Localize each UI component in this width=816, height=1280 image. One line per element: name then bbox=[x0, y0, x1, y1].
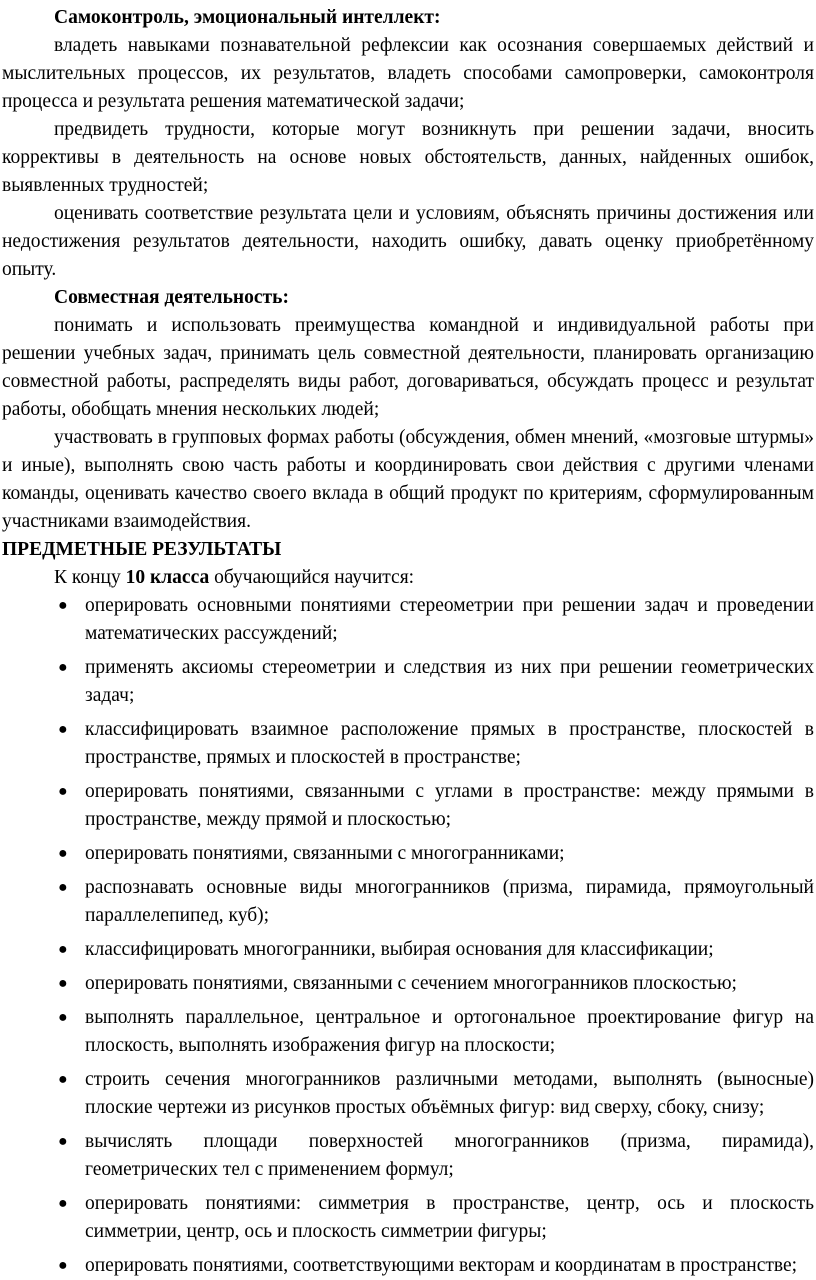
bullet-icon: ● bbox=[58, 975, 68, 992]
list-item bbox=[2, 1190, 814, 1246]
paragraph-group-work: участвовать в групповых формах работы (обсуждения, обмен мнений, «мозговые штурмы» и иные), выполнять свою часть работы и координировать свои действия с другими членами команды, оценивать качество своего вклада в общий продукт по критериям, сформулированным участниками взаимодействия. bbox=[2, 427, 814, 532]
bullet-icon: ● bbox=[58, 721, 68, 738]
intro-prefix: К концу bbox=[54, 567, 126, 588]
bullet-icon: ● bbox=[58, 1133, 68, 1150]
bullet-icon: ● bbox=[58, 597, 68, 614]
list-item bbox=[2, 778, 814, 834]
list-item-text: оперировать понятиями, соответствующими векторам и координатам в пространстве; bbox=[85, 1255, 798, 1276]
bullet-icon: ● bbox=[58, 1071, 68, 1088]
list-item bbox=[2, 654, 814, 710]
heading-joint-activity: Совместная деятельность: bbox=[54, 287, 289, 308]
bullet-icon: ● bbox=[58, 1195, 68, 1212]
bullet-icon: ● bbox=[58, 879, 68, 896]
list-item bbox=[2, 716, 814, 772]
list-item-text: классифицировать многогранники, выбирая основания для классификации; bbox=[85, 939, 714, 960]
subject-results-list bbox=[2, 592, 814, 1280]
list-item-text: оперировать понятиями, связанными с многогранниками; bbox=[85, 843, 565, 864]
bullet-icon: ● bbox=[58, 941, 68, 958]
list-item bbox=[2, 1004, 814, 1060]
list-item-text: классифицировать взаимное расположение прямых в пространстве, плоскостей в пространстве, прямых и плоскостей в пространстве; bbox=[85, 719, 814, 768]
list-item-text: вычислять площади поверхностей многогранников (призма, пирамида), геометрических тел с применением формул; bbox=[85, 1131, 814, 1180]
bullet-icon: ● bbox=[58, 659, 68, 676]
list-item-text: строить сечения многогранников различными методами, выполнять (выносные) плоские чертежи из рисунков простых объёмных фигур: вид сверху, сбоку, снизу; bbox=[85, 1069, 814, 1118]
list-item-text: оперировать понятиями, связанными с сечением многогранников плоскостью; bbox=[85, 973, 737, 994]
list-item bbox=[2, 874, 814, 930]
paragraph-evaluate-result: оценивать соответствие результата цели и условиям, объяснять причины достижения или недостижения результатов деятельности, находить ошибку, давать оценку приобретённому опыту. bbox=[2, 203, 814, 280]
list-item-text: оперировать основными понятиями стереометрии при решении задач и проведении математических рассуждений; bbox=[85, 595, 814, 644]
intro-grade: 10 класса bbox=[125, 567, 210, 588]
list-item bbox=[2, 592, 814, 648]
bullet-icon: ● bbox=[58, 1257, 68, 1274]
list-item bbox=[2, 1252, 814, 1280]
paragraph-team-work: понимать и использовать преимущества командной и индивидуальной работы при решении учебных задач, принимать цель совместной деятельности, планировать организацию совместной работы, распределять виды работ, договариваться, обсуждать процесс и результат работы, обобщать мнения нескольких людей; bbox=[2, 315, 814, 420]
list-item-text: распознавать основные виды многогранников (призма, пирамида, прямоугольный параллелепипед, куб); bbox=[85, 877, 814, 926]
list-item-text: оперировать понятиями, связанными с углами в пространстве: между прямыми в пространстве, между прямой и плоскостью; bbox=[85, 781, 814, 830]
heading-self-control: Самоконтроль, эмоциональный интеллект: bbox=[54, 7, 441, 28]
bullet-icon: ● bbox=[58, 1009, 68, 1026]
intro-line bbox=[2, 564, 814, 592]
section-title-subject-results: ПРЕДМЕТНЫЕ РЕЗУЛЬТАТЫ bbox=[2, 539, 282, 560]
list-item-text: оперировать понятиями: симметрия в пространстве, центр, ось и плоскость симметрии, центр, ось и плоскость симметрии фигуры; bbox=[85, 1193, 814, 1242]
list-item bbox=[2, 840, 814, 868]
list-item bbox=[2, 936, 814, 964]
paragraph-foresee-difficulties: предвидеть трудности, которые могут возникнуть при решении задачи, вносить коррективы в деятельность на основе новых обстоятельств, данных, найденных ошибок, выявленных трудностей; bbox=[2, 119, 814, 196]
list-item bbox=[2, 970, 814, 998]
paragraph-reflection: владеть навыками познавательной рефлексии как осознания совершаемых действий и мыслительных процессов, их результатов, владеть способами самопроверки, самоконтроля процесса и результата решения математической задачи; bbox=[2, 35, 814, 112]
list-item bbox=[2, 1128, 814, 1184]
list-item-text: выполнять параллельное, центральное и ортогональное проектирование фигур на плоскость, выполнять изображения фигур на плоскости; bbox=[85, 1007, 814, 1056]
bullet-icon: ● bbox=[58, 783, 68, 800]
list-item bbox=[2, 1066, 814, 1122]
list-item-text: применять аксиомы стереометрии и следствия из них при решении геометрических задач; bbox=[85, 657, 814, 706]
intro-suffix: обучающийся научится: bbox=[209, 567, 415, 588]
bullet-icon: ● bbox=[58, 845, 68, 862]
